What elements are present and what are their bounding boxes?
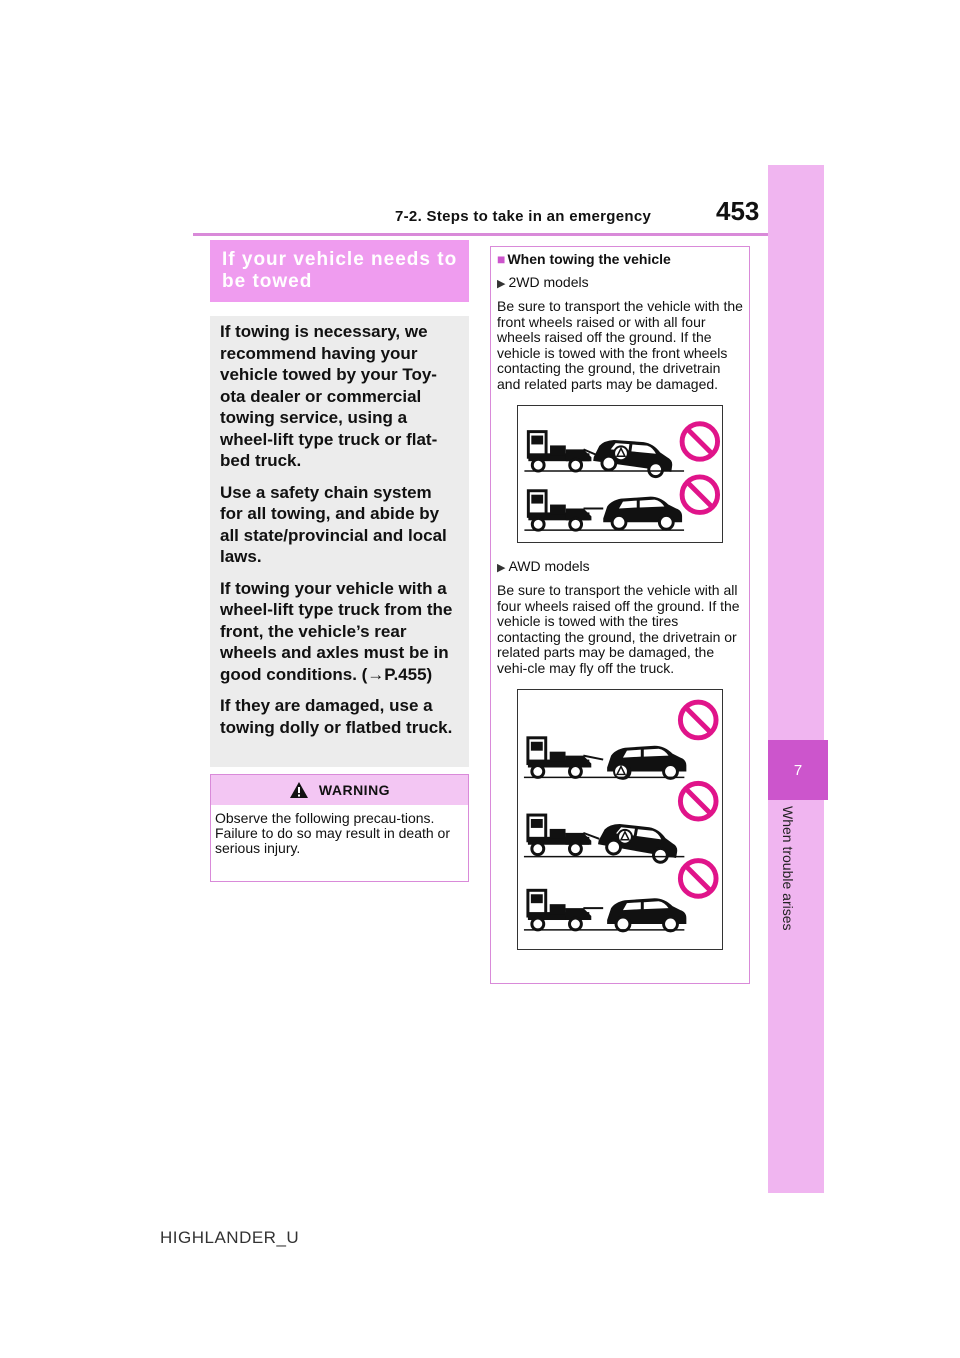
warning-triangle-icon	[289, 781, 309, 799]
towing-illustration-2wd	[517, 405, 723, 543]
model-2wd-label	[497, 275, 743, 293]
tow-scene-awd-front-lift	[524, 702, 716, 778]
intro-paragraph: If towing your vehicle with a wheel-lift type truck from the front, the vehicle’s rear wheels and axles must be in good conditions. (→P.455)	[220, 578, 453, 684]
tow-scene-rear-raised	[524, 477, 717, 530]
warning-box	[210, 774, 469, 882]
model-awd-label-text: AWD models	[508, 557, 590, 574]
towing-panel	[490, 246, 750, 984]
side-strip	[768, 165, 824, 1193]
towing-illustration-awd	[517, 689, 723, 950]
intro-box	[210, 316, 469, 767]
warning-text: Failure to do so may result in death or serious injury.	[215, 825, 451, 856]
header-divider	[193, 233, 768, 236]
triangle-bullet-icon: ▶	[497, 277, 506, 290]
footer-model-code: HIGHLANDER_U	[160, 1228, 300, 1247]
warning-title: WARNING	[318, 782, 391, 798]
model-2wd-text: Be sure to transport the vehicle with the front wheels raised or with all four wheels raised off the ground. If the vehicle is towed with the front wheels contacting the ground, the drivetrain and related parts may be damaged.	[497, 298, 743, 392]
warning-header	[211, 775, 468, 805]
section-title: 7-2. Steps to take in an emergency	[395, 208, 652, 225]
intro-paragraph: Use a safety chain system for all towing, and abide by all state/provincial and local laws.	[220, 482, 447, 566]
square-bullet-icon: ■	[497, 251, 506, 267]
section-heading: If your vehicle needs to be towed	[210, 240, 469, 302]
model-awd-label	[497, 559, 743, 577]
chapter-tab[interactable]: 7	[768, 740, 828, 800]
towing-subheading-text: When towing the vehicle	[507, 251, 671, 267]
towing-subheading	[497, 252, 743, 268]
tow-scene-awd-tilted	[524, 783, 716, 865]
chapter-label: When trouble arises	[780, 806, 796, 931]
intro-paragraph: If towing is necessary, we recommend having your vehicle towed by your Toy-ota dealer or commercial towing service, using a wheel-lift type truck or flat-bed truck.	[220, 322, 438, 470]
tow-scene-awd-rear-lift	[524, 861, 716, 931]
page-number: 453	[716, 196, 760, 226]
warning-body	[211, 805, 468, 856]
intro-paragraph: If they are damaged, use a towing dolly or flatbed truck.	[220, 696, 453, 737]
model-2wd-label-text: 2WD models	[508, 273, 589, 290]
tow-scene-front-raised	[524, 424, 717, 479]
warning-text: Observe the following precau-tions.	[215, 810, 435, 826]
model-awd-text: Be sure to transport the vehicle with all four wheels raised off the ground. If the vehicle is towed with the tires contacting the ground, the drivetrain or related parts may be damaged, the vehi-cle may fly off the truck.	[497, 582, 740, 676]
triangle-bullet-icon: ▶	[497, 561, 506, 574]
